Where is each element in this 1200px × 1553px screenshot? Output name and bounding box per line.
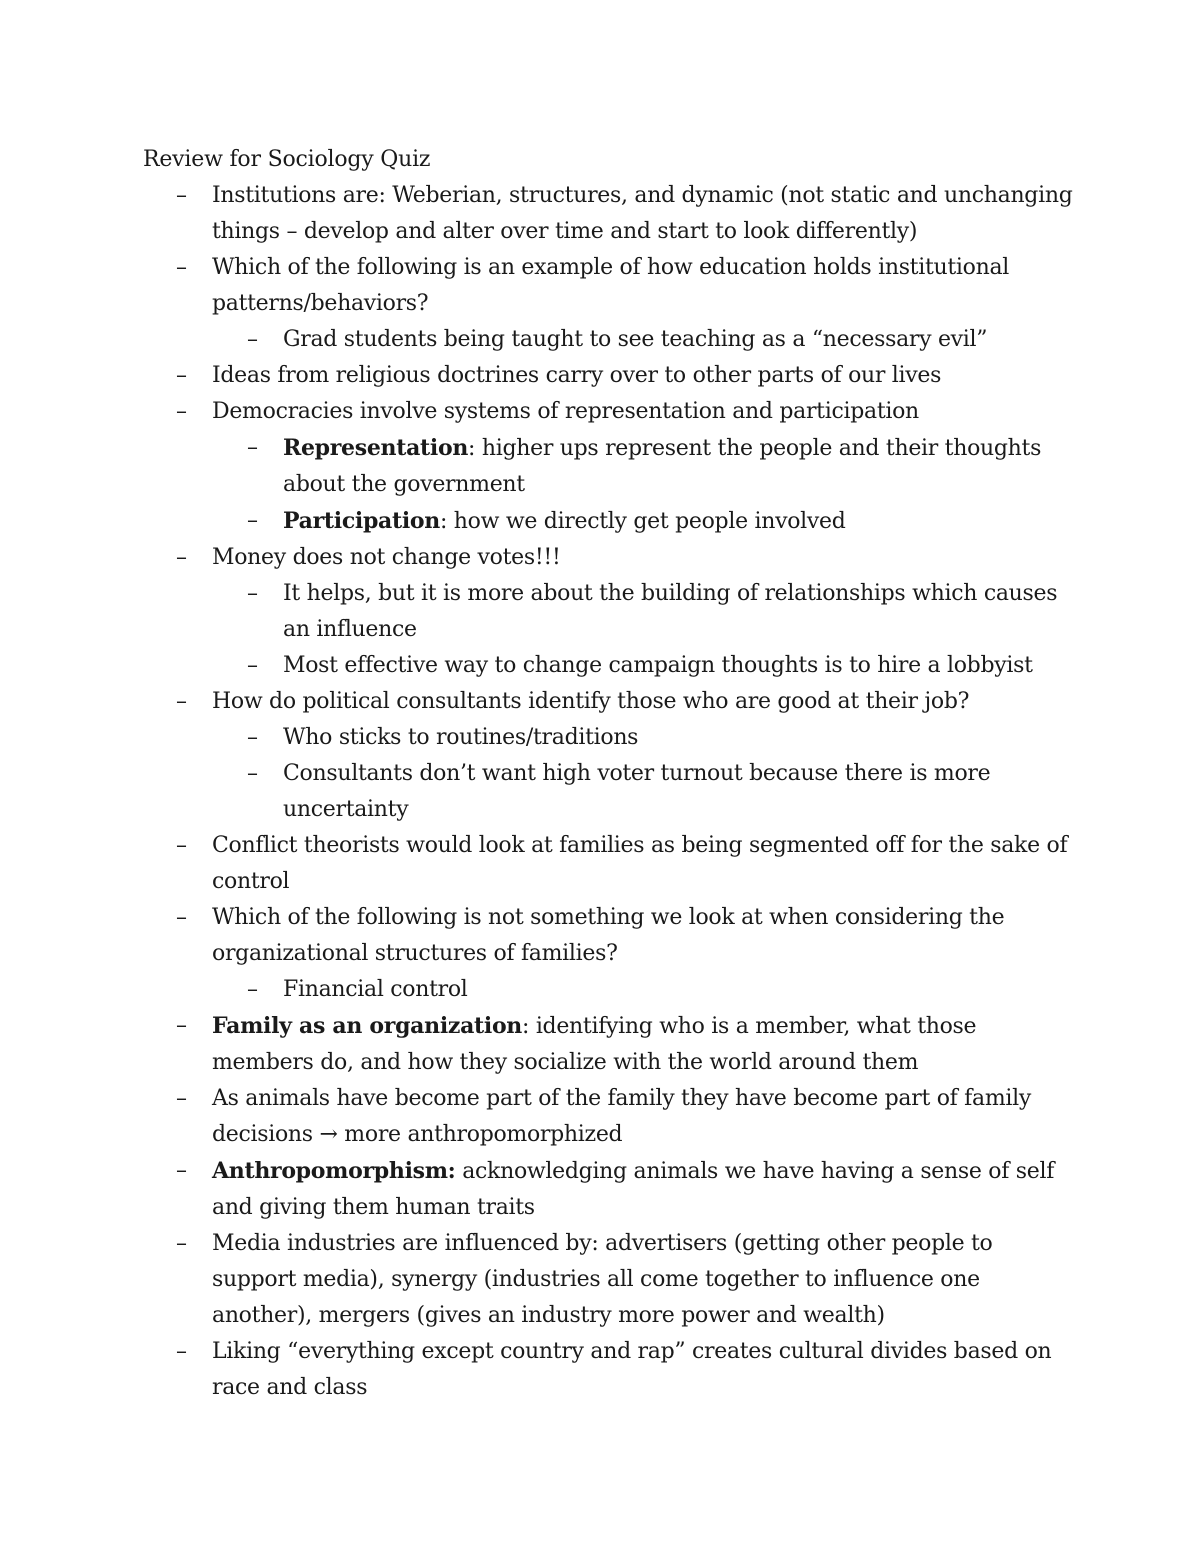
- list-item: [143, 358, 1073, 394]
- item-text: Financial control: [283, 977, 468, 1002]
- bold-term: Anthropomorphism:: [212, 1158, 456, 1184]
- list-item: [143, 1334, 1073, 1406]
- sub-list-item: [143, 972, 1073, 1008]
- list-item: [143, 1153, 1073, 1226]
- item-text: Consultants don’t want high voter turnout because there is more uncertainty: [283, 761, 991, 822]
- bullet-dash: –: [176, 183, 187, 208]
- item-text: As animals have become part of the family they have become part of family decisions → more anthropomorphized: [212, 1086, 1031, 1147]
- bullet-dash: –: [247, 581, 258, 606]
- bullet-dash: –: [176, 905, 187, 930]
- bullet-dash: –: [176, 1013, 187, 1038]
- document-title: Review for Sociology Quiz: [143, 147, 431, 172]
- bullet-dash: –: [176, 1158, 187, 1183]
- item-text: Media industries are influenced by: advertisers (getting other people to support media), synergy (industries all come together to influence one another), mergers (gives an industry more power and wealth): [212, 1231, 993, 1328]
- sub-list-item: [143, 576, 1073, 648]
- sub-list-item: [143, 720, 1073, 756]
- item-text: acknowledging animals we have having a sense of self and giving them human traits: [212, 1159, 1055, 1220]
- list-item: [143, 250, 1073, 322]
- bullet-dash: –: [247, 653, 258, 678]
- bullet-dash: –: [247, 327, 258, 352]
- bullet-dash: –: [176, 1231, 187, 1256]
- list-item: [143, 1008, 1073, 1081]
- bullet-dash: –: [247, 725, 258, 750]
- sub-list-item: [143, 322, 1073, 358]
- bullet-list: [143, 178, 1073, 1406]
- item-text: Liking “everything except country and rap” creates cultural divides based on race and class: [212, 1339, 1052, 1400]
- item-text: Conflict theorists would look at families as being segmented off for the sake of control: [212, 833, 1068, 894]
- item-text: It helps, but it is more about the building of relationships which causes an influence: [283, 581, 1058, 642]
- item-text: Who sticks to routines/traditions: [283, 725, 639, 750]
- item-text: : how we directly get people involved: [440, 509, 846, 534]
- list-item: [143, 1226, 1073, 1334]
- bullet-dash: –: [176, 255, 187, 280]
- bold-term: Participation: [283, 508, 440, 534]
- bullet-dash: –: [176, 545, 187, 570]
- item-text: Institutions are: Weberian, structures, and dynamic (not static and unchanging things – develop and alter over time and start to look differently): [212, 183, 1073, 244]
- list-item: [143, 1081, 1073, 1153]
- bullet-dash: –: [247, 761, 258, 786]
- sub-list-item: [143, 503, 1073, 540]
- sub-list-item: [143, 648, 1073, 684]
- bold-term: Family as an organization: [212, 1013, 523, 1039]
- item-text: How do political consultants identify those who are good at their job?: [212, 689, 970, 714]
- item-text: : identifying who is a member, what those members do, and how they socialize with the world around them: [212, 1014, 977, 1075]
- list-item: [143, 394, 1073, 430]
- item-text: Grad students being taught to see teaching as a “necessary evil”: [283, 327, 988, 352]
- list-item: [143, 828, 1073, 900]
- item-text: Money does not change votes!!!: [212, 545, 561, 570]
- sub-list-item: [143, 756, 1073, 828]
- bullet-dash: –: [247, 435, 258, 460]
- bold-term: Representation: [283, 435, 469, 461]
- bullet-dash: –: [247, 508, 258, 533]
- item-text: Most effective way to change campaign thoughts is to hire a lobbyist: [283, 653, 1033, 678]
- document-page: [143, 142, 1073, 1406]
- item-text: Ideas from religious doctrines carry over to other parts of our lives: [212, 363, 942, 388]
- bullet-dash: –: [247, 977, 258, 1002]
- bullet-dash: –: [176, 363, 187, 388]
- bullet-dash: –: [176, 399, 187, 424]
- bullet-dash: –: [176, 1339, 187, 1364]
- item-text: Democracies involve systems of representation and participation: [212, 399, 919, 424]
- item-text: Which of the following is not something we look at when considering the organizational structures of families?: [212, 905, 1005, 966]
- item-text: Which of the following is an example of how education holds institutional patterns/behaviors?: [212, 255, 1010, 316]
- bullet-dash: –: [176, 689, 187, 714]
- bullet-dash: –: [176, 833, 187, 858]
- item-text: : higher ups represent the people and their thoughts about the government: [283, 436, 1042, 497]
- list-item: [143, 684, 1073, 720]
- list-item: [143, 900, 1073, 972]
- list-item: [143, 540, 1073, 576]
- bullet-dash: –: [176, 1086, 187, 1111]
- list-item: [143, 178, 1073, 250]
- sub-list-item: [143, 430, 1073, 503]
